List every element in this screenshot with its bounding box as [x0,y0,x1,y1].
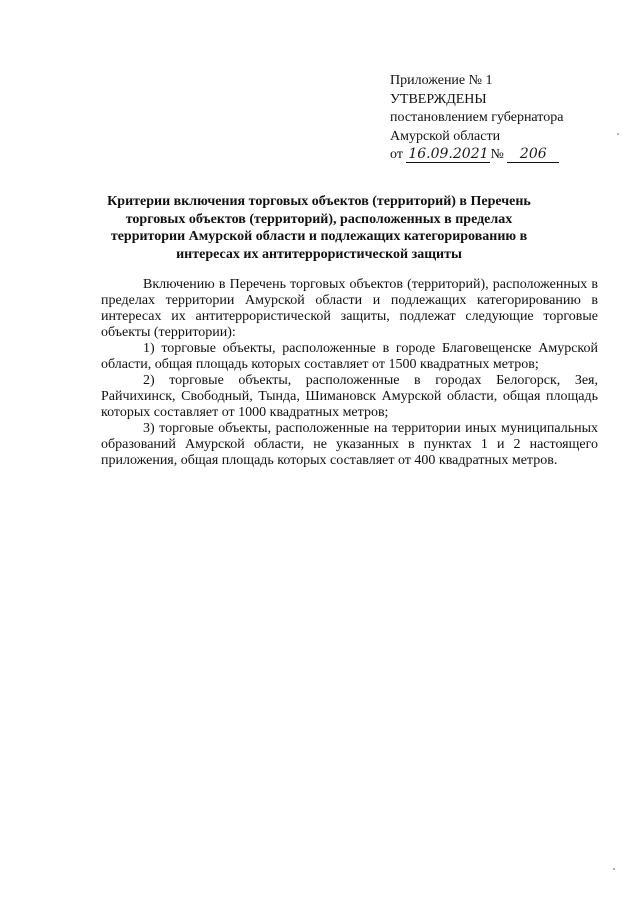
date-prefix: от [390,147,403,162]
handwritten-number: 206 [519,146,547,162]
number-prefix: № [490,147,504,162]
number-field [507,147,559,163]
document-title: Критерии включения торговых объектов (территорий) в Перечень торговых объектов (территорий), расположенных в пределах территории Амурской области и подлежащих категорированию в интересах их антитеррористической защиты [107,194,531,262]
handwritten-date: 16.09.2021 [408,146,489,162]
approved-label: УТВЕРЖДЕНЫ [390,91,487,107]
criterion-item-2: 2) торговые объекты, расположенные в городах Белогорск, Зея, Райчихинск, Свободный, Тында, Шимановск Амурской области, общая площадь которых составляет от 1000 квадратных метров; [101,373,598,420]
approved-by-line: постановлением губернатора [390,110,564,125]
document-body [101,277,598,469]
approval-block [390,72,610,165]
date-field [406,147,490,163]
date-number-line [390,146,610,165]
scan-speck [617,133,619,135]
intro-paragraph: Включению в Перечень торговых объектов (территорий), расположенных в пределах территории Амурской области и подлежащих категорированию в интересах их антитеррористической защиты, подлежат следующие торговые объекты (территории): [101,277,598,340]
scan-speck [613,868,615,870]
appendix-label: Приложение № 1 [390,73,493,88]
region-line: Амурской области [390,128,501,144]
criterion-item-1: 1) торговые объекты, расположенные в городе Благовещенске Амурской области, общая площадь которых составляет от 1500 квадратных метров; [101,341,598,372]
criterion-item-3: 3) торговые объекты, расположенные на территории иных муниципальных образований Амурской области, не указанных в пунктах 1 и 2 настоящего приложения, общая площадь которых составляет от 400 квадратных метров. [101,421,598,468]
